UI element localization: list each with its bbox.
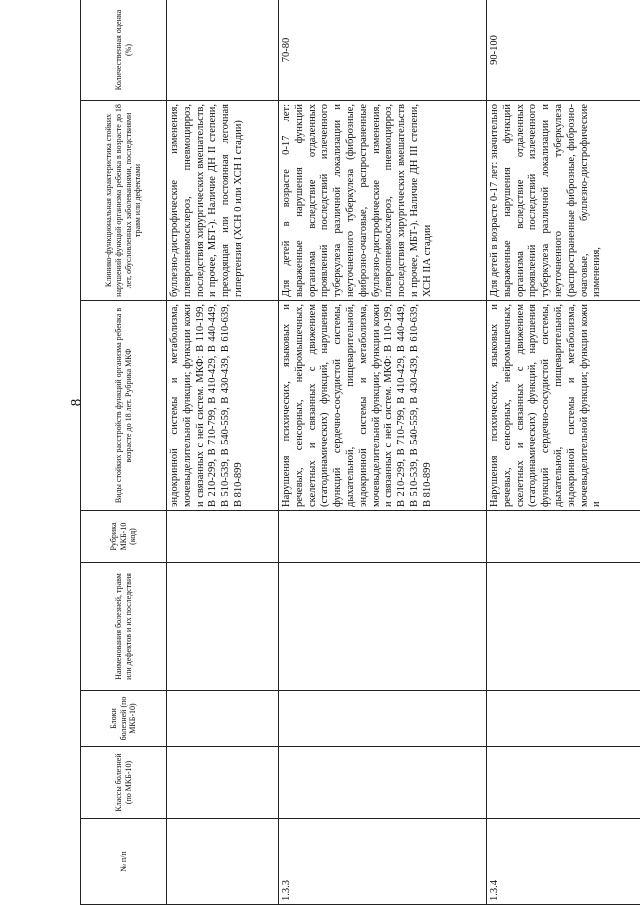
- row-types: Нарушения психических, языковых и речевых, сенсорных, нейромышечных, скелетных и связанных с движением (статодинамических) функций, нарушения функций сердечно-сосудистой системы, дыхательной, пищеварительной, эндокринной системы и метаболизма, мочевыделительной функции; функции кожи и связанных с ней систем. МКФ: B 110-199, B 210-299, B 710-799, B 410-429, B 440-449, B 510-539, B 540-559, B 430-439, B 610-639, B 810-899: [279, 301, 487, 511]
- row-blocks: [279, 691, 487, 747]
- row-clinical: Для детей в возрасте 0-17 лет: выраженные нарушения функций организма вследствие отдаленных проявлений последствий излеченного туберкулеза различной локализации и неуточненного туберкулеза (фиброзные, фиброзно-очаговые, распространенные буллезно-дистрофические изменения, плевропневмосклероз, пневмоцирроз, последствия хирургических вмешательств и прочее, МБТ-). Наличие ДН III степени, ХСН IIА стадии: [279, 101, 487, 301]
- row-classes: [279, 747, 487, 819]
- header-rubric: Рубрика МКБ-10 (код): [81, 511, 167, 563]
- row-blocks: [167, 691, 279, 747]
- row-score: 90-100: [487, 0, 640, 101]
- rotated-table-wrapper: [80, 0, 640, 905]
- row-clinical: буллезно-дистрофические изменения, плевропневмосклероз, пневмоцирроз, последствия хирургических вмешательств, и прочее, МБТ-). Наличие ДН II степени, преходящая или постоянная легочная гипертензия (ХСН 0 или ХСН I стадии): [167, 101, 279, 301]
- row-names: [487, 563, 640, 691]
- row-classes: [167, 747, 279, 819]
- row-names: [167, 563, 279, 691]
- row-rubric: [487, 511, 640, 563]
- row-rubric: [167, 511, 279, 563]
- header-names: Наименования болезней, травм или дефектов и их последствия: [81, 563, 167, 691]
- page-number: 8: [68, 398, 85, 407]
- row-names: [279, 563, 487, 691]
- row-blocks: [487, 691, 640, 747]
- table-row: [279, 0, 487, 905]
- table-row: [487, 0, 640, 905]
- disability-criteria-table: [80, 0, 640, 905]
- row-score: [167, 0, 279, 101]
- row-score: 70-80: [279, 0, 487, 101]
- header-score: Количественная оценка (%): [81, 0, 167, 101]
- row-types: Нарушения психических, языковых и речевых, сенсорных, нейромышечных, скелетных и связанных с движением (статодинамических) функций, нарушения функций сердечно-сосудистой системы, дыхательной, пищеварительной, эндокринной системы и метаболизма, мочевыделительной функции; функции кожи и: [487, 301, 640, 511]
- header-row: [81, 0, 167, 905]
- rotated-table-frame: [80, 0, 640, 905]
- header-blocks: Блоки болезней (по МКБ-10): [81, 691, 167, 747]
- header-num: № п/п: [81, 819, 167, 905]
- row-num: 1.3.4: [487, 819, 640, 905]
- header-classes: Классы болезней (по МКБ-10): [81, 747, 167, 819]
- header-clinical: Клинико-функциональная характеристика стойких нарушений функций организма ребенка в возрасте до 18 лет, обусловленных заболеваниями, последствиями травм или дефектами: [81, 101, 167, 301]
- row-num: 1.3.3: [279, 819, 487, 905]
- row-rubric: [279, 511, 487, 563]
- row-types: эндокринной системы и метаболизма, мочевыделительной функции; функции кожи и связанных с ней систем. МКФ: B 110-199, B 210-299, B 710-799, B 410-429, B 440-449, B 510-539, B 540-559, B 430-439, B 610-639, B 810-899: [167, 301, 279, 511]
- row-clinical: Для детей в возрасте 0-17 лет: значительно выраженные нарушения функций организма вследствие отдаленных проявлений последствий излеченного туберкулеза различной локализации и неуточненного туберкулеза (распространенные фиброзные, фиброзно-очаговые, буллезно-дистрофические изменения,: [487, 101, 640, 301]
- header-types: Виды стойких расстройств функций организма ребенка в возрасте до 18 лет. Рубрика МКФ: [81, 301, 167, 511]
- row-num: [167, 819, 279, 905]
- table-row: [167, 0, 279, 905]
- row-classes: [487, 747, 640, 819]
